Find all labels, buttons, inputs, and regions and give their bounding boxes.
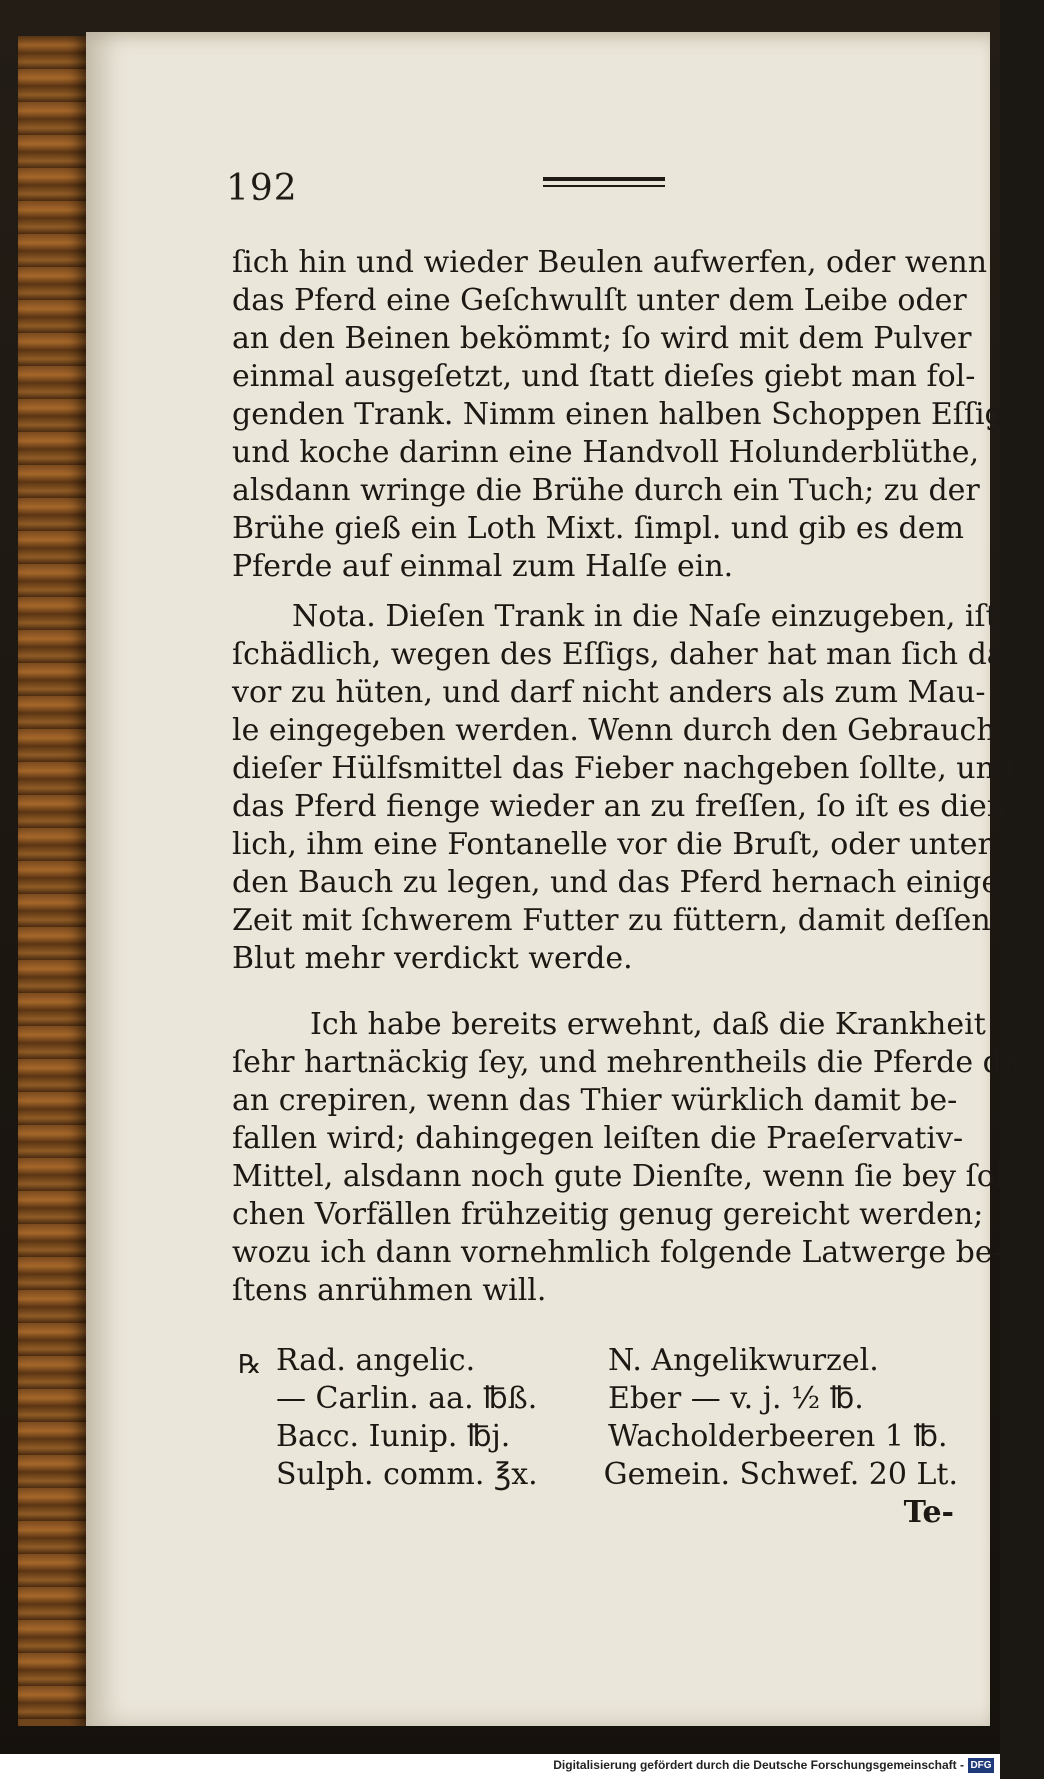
text-line: fallen wird; dahingegen leiſten die Praeſervativ- bbox=[232, 1121, 964, 1156]
text-line: Zeit mit ſchwerem Futter zu füttern, damit deſſen bbox=[232, 903, 991, 938]
recipe-latin: Sulph. comm. ℥x. bbox=[276, 1457, 538, 1492]
footer-bar bbox=[0, 1754, 1000, 1779]
text-line: Nota. Dieſen Trank in die Naſe einzugeben, iſt bbox=[292, 599, 998, 634]
text-line: dieſer Hülfsmittel das Fieber nachgeben ſollte, und bbox=[232, 751, 1015, 786]
recipe-latin: Bacc. Iunip. ℔j. bbox=[276, 1419, 511, 1454]
text-line: le eingegeben werden. Wenn durch den Gebrauch bbox=[232, 713, 996, 748]
text-line: das Pferd fienge wieder an zu freſſen, ſo iſt es dien- bbox=[232, 789, 1017, 824]
recipe-latin: Rad. angelic. bbox=[276, 1343, 476, 1378]
text-line: ſtens anrühmen will. bbox=[232, 1273, 547, 1308]
text-line: an den Beinen bekömmt; ſo wird mit dem Pulver bbox=[232, 321, 972, 356]
text-line: Ich habe bereits erwehnt, daß die Krankheit bbox=[310, 1007, 986, 1042]
text-line: ſchädlich, wegen des Eſſigs, daher hat man ſich da- bbox=[232, 637, 1015, 672]
dfg-logo-icon: DFG bbox=[968, 1758, 994, 1773]
text-line: das Pferd eine Geſchwulſt unter dem Leibe oder bbox=[232, 283, 967, 318]
paragraph-disease bbox=[232, 1006, 1044, 1310]
footer-credit: Digitalisierung gefördert durch die Deutsche Forschungsgemeinschaft - bbox=[553, 1758, 964, 1772]
text-line: vor zu hüten, und darf nicht anders als zum Mau- bbox=[232, 675, 986, 710]
catchword: Te- bbox=[903, 1495, 954, 1530]
book-spine-edge bbox=[18, 36, 88, 1726]
text-line: chen Vorfällen frühzeitig genug gereicht werden; bbox=[232, 1197, 984, 1232]
text-line: Blut mehr verdickt werde. bbox=[232, 941, 633, 976]
recipe-row bbox=[238, 1380, 958, 1418]
text-line: alsdann wringe die Brühe durch ein Tuch; zu der bbox=[232, 473, 980, 508]
header-rule bbox=[543, 177, 665, 195]
page-number: 192 bbox=[226, 168, 298, 209]
text-line: ſehr hartnäckig ſey, und mehrentheils die Pferde dar- bbox=[232, 1045, 1044, 1080]
paragraph-nota bbox=[232, 598, 1017, 978]
text-line: wozu ich dann vornehmlich folgende Latwerge be- bbox=[232, 1235, 1003, 1270]
text-line: Mittel, alsdann noch gute Dienſte, wenn ſie bey ſol- bbox=[232, 1159, 1015, 1194]
paragraph-continuation bbox=[232, 244, 1004, 586]
recipe-german: Eber — v. j. ½ ℔. bbox=[608, 1381, 864, 1416]
recipe-table bbox=[238, 1342, 958, 1494]
recipe-row bbox=[238, 1418, 958, 1456]
text-line: Pferde auf einmal zum Halſe ein. bbox=[232, 549, 734, 584]
text-line: an crepiren, wenn das Thier würklich damit be- bbox=[232, 1083, 958, 1118]
text-line: Brühe gieß ein Loth Mixt. ſimpl. und gib es dem bbox=[232, 511, 964, 546]
recipe-german: Wacholderbeeren 1 ℔. bbox=[608, 1419, 948, 1454]
text-line: lich, ihm eine Fontanelle vor die Bruſt, oder unter bbox=[232, 827, 992, 862]
text-line: genden Trank. Nimm einen halben Schoppen Eſſig bbox=[232, 397, 1004, 432]
recipe-latin: — Carlin. aa. ℔ß. bbox=[276, 1381, 538, 1416]
text-line: den Bauch zu legen, und das Pferd hernach einige bbox=[232, 865, 1000, 900]
recipe-row bbox=[238, 1342, 958, 1380]
text-line: einmal ausgeſetzt, und ſtatt dieſes giebt man fol- bbox=[232, 359, 976, 394]
recipe-german: Gemein. Schwef. 20 Lt. bbox=[603, 1457, 958, 1492]
text-line: und koche darinn eine Handvoll Holunderblüthe, bbox=[232, 435, 980, 470]
rx-sign: ℞ bbox=[238, 1350, 262, 1380]
text-line: ſich hin und wieder Beulen aufwerfen, oder wenn bbox=[232, 245, 988, 280]
recipe-row bbox=[238, 1456, 958, 1494]
recipe-german: N. Angelikwurzel. bbox=[608, 1343, 879, 1378]
